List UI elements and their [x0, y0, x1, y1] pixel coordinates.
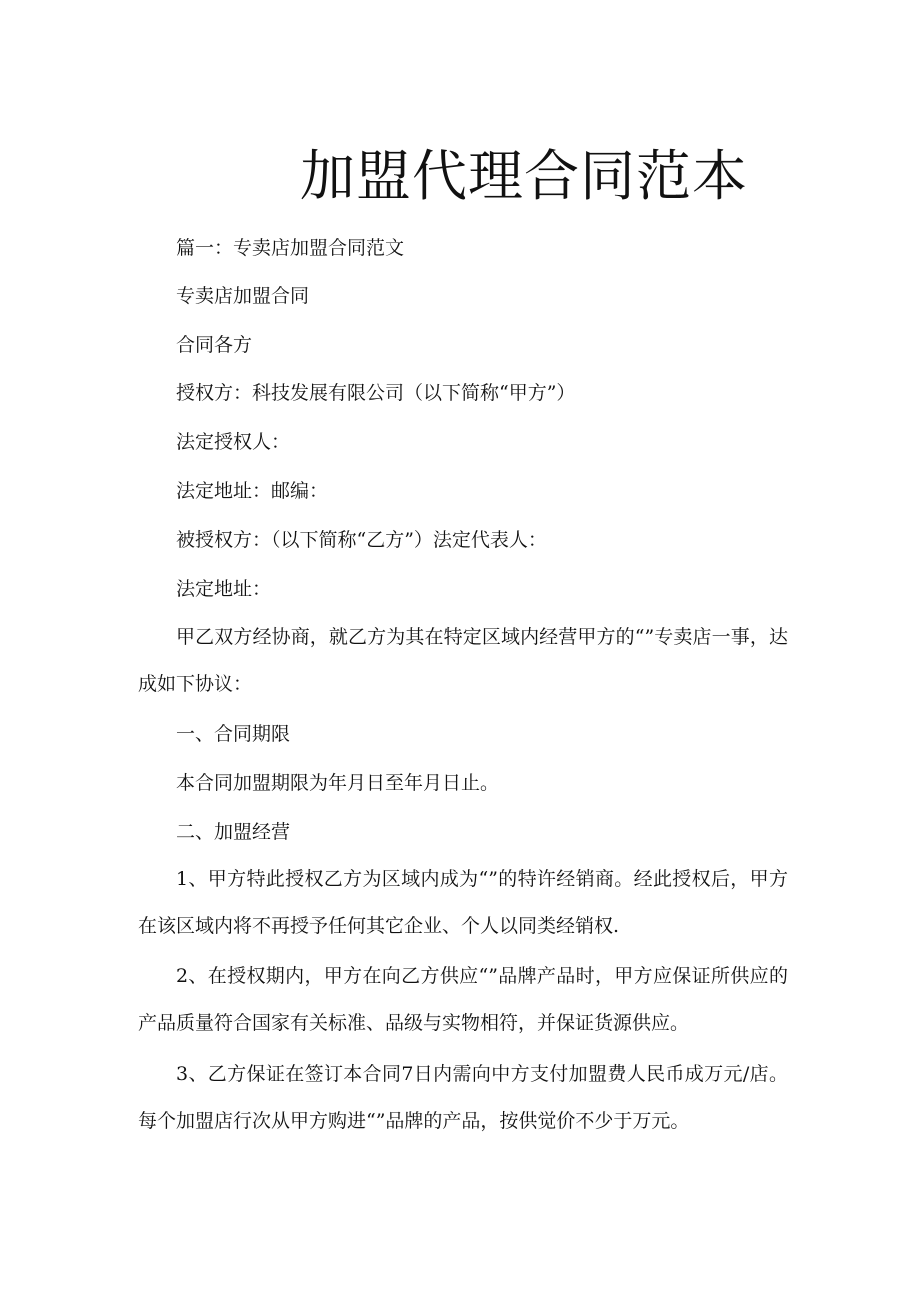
section-heading: 篇一：专卖店加盟合同范文 [176, 237, 405, 259]
clause-1: 1、甲方特此授权乙方为区域内成为“”的特许经销商。经此授权后，甲方在该区域内将不再授予任何其它企业、个人以同类经销权. [138, 868, 788, 937]
party-a-line: 授权方：科技发展有限公司（以下简称“甲方”） [176, 382, 576, 404]
party-a-address: 法定地址：邮编： [176, 480, 329, 502]
clause-heading-term: 一、合同期限 [176, 723, 291, 745]
term-text: 本合同加盟期限为年月日至年月日止。 [176, 772, 500, 794]
party-b-line: 被授权方：（以下简称“乙方”）法定代表人： [176, 529, 547, 551]
party-b-address: 法定地址： [176, 578, 272, 600]
agreement-intro: 甲乙双方经协商，就乙方为其在特定区域内经营甲方的“”专卖店一事，达成如下协议： [138, 626, 788, 695]
clause-3: 3、乙方保证在签订本合同7日内需向中方支付加盟费人民币成万元/店。每个加盟店行次从甲方购进“”品牌的产品，按供觉价不少于万元。 [138, 1063, 788, 1132]
clause-2: 2、在授权期内，甲方在向乙方供应“”品牌产品时，甲方应保证所供应的产品质量符合国家有关标准、品级与实物相符，并保证货源供应。 [138, 965, 788, 1034]
parties-heading: 合同各方 [176, 334, 253, 356]
clause-heading-operation: 二、加盟经营 [176, 821, 291, 843]
contract-name: 专卖店加盟合同 [176, 285, 310, 307]
document-title: 加盟代理合同范本 [300, 143, 749, 208]
party-a-representative: 法定授权人： [176, 431, 291, 453]
